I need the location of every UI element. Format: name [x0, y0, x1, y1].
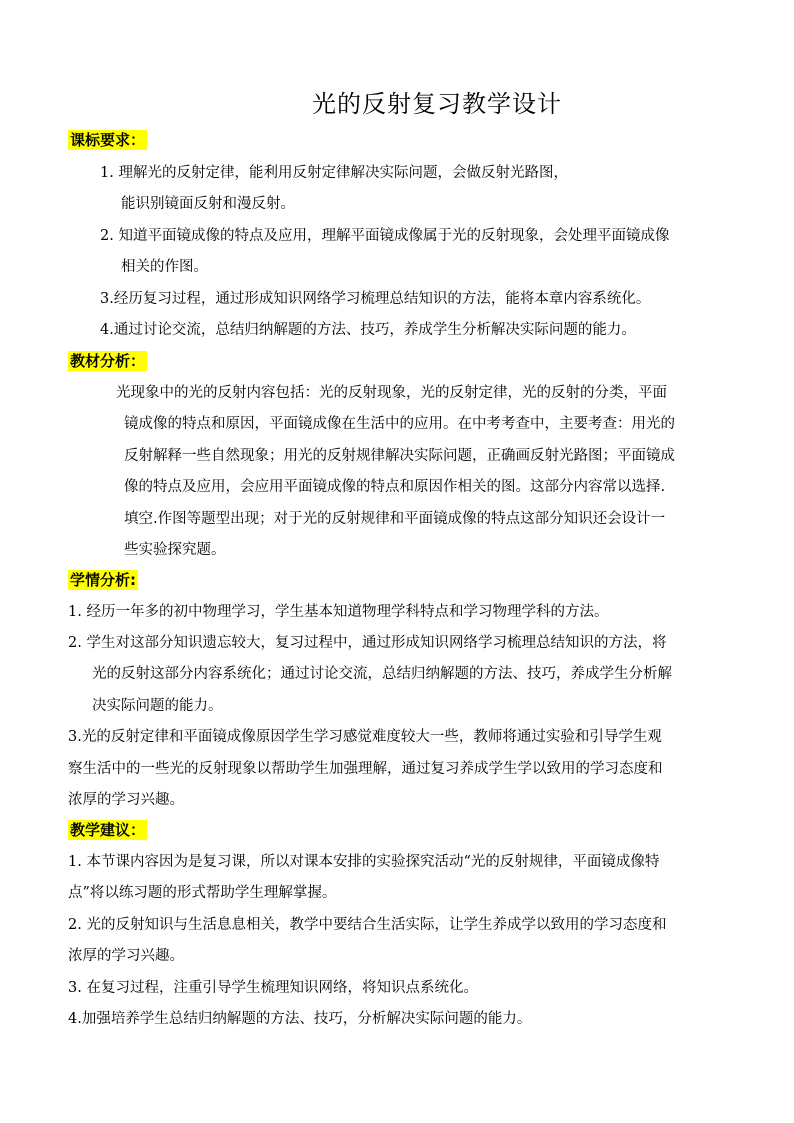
suggestions-line: 1. 本节课内容因为是复习课，所以对课本安排的实验探究活动“光的反射规律，平面镜成像特: [68, 854, 660, 870]
suggestions-line: 4.加强培养学生总结归纳解题的方法、技巧，分析解决实际问题的能力。: [68, 1011, 532, 1027]
curriculum-line: 1. 理解光的反射定律，能利用反射定律解决实际问题，会做反射光路图，: [100, 165, 568, 181]
suggestions-line: 点”将以练习题的形式帮助学生理解掌握。: [68, 885, 337, 901]
students-line: 浓厚的学习兴趣。: [68, 792, 184, 808]
suggestions-heading: 教学建议：: [70, 821, 146, 839]
students-line: 2. 学生对这部分知识遗忘较大，复习过程中，通过形成知识网络学习梳理总结知识的方法，将: [68, 635, 667, 651]
suggestions-line: 3. 在复习过程，注重引导学生梳理知识网络，将知识点系统化。: [68, 980, 478, 996]
textbook-line: 光现象中的光的反射内容包括：光的反射现象，光的反射定律，光的反射的分类，平面: [116, 385, 667, 401]
textbook-line: 像的特点及应用，会应用平面镜成像的特点和原因作相关的图。这部分内容常以选择.: [124, 479, 666, 495]
students-heading: 学情分析:: [70, 571, 136, 589]
curriculum-heading: 课标要求：: [70, 131, 146, 149]
textbook-line: 反射解释一些自然现象；用光的反射规律解决实际问题，正确画反射光路图；平面镜成: [124, 448, 675, 464]
students-line: 察生活中的一些光的反射现象以帮助学生加强理解，通过复习养成学生学以致用的学习态度和: [68, 761, 663, 777]
textbook-line: 填空.作图等题型出现；对于光的反射规律和平面镜成像的特点这部分知识还会设计一: [124, 511, 666, 527]
students-line: 光的反射这部分内容系统化；通过讨论交流，总结归纳解题的方法、技巧，养成学生分析解: [92, 666, 672, 682]
students-line: 1. 经历一年多的初中物理学习，学生基本知道物理学科特点和学习物理学科的方法。: [68, 604, 609, 620]
textbook-line: 些实验探究题。: [124, 542, 226, 558]
suggestions-line: 2. 光的反射知识与生活息息相关，教学中要结合生活实际，让学生养成学以致用的学习态度和: [68, 917, 667, 933]
document-title: 光的反射复习教学设计: [312, 90, 562, 118]
curriculum-line: 相关的作图。: [121, 259, 208, 275]
curriculum-line: 2. 知道平面镜成像的特点及应用，理解平面镜成像属于光的反射现象，会处理平面镜成像: [100, 228, 670, 244]
suggestions-line: 浓厚的学习兴趣。: [68, 948, 184, 964]
curriculum-line: 4.通过讨论交流，总结归纳解题的方法、技巧，养成学生分析解决实际问题的能力。: [100, 322, 636, 338]
textbook-heading: 教材分析：: [70, 352, 146, 370]
students-line: 决实际问题的能力。: [92, 698, 223, 714]
textbook-line: 镜成像的特点和原因，平面镜成像在生活中的应用。在中考考查中，主要考查：用光的: [124, 416, 675, 432]
curriculum-line: 能识别镜面反射和漫反射。: [121, 196, 295, 212]
curriculum-line: 3.经历复习过程，通过形成知识网络学习梳理总结知识的方法，能将本章内容系统化。: [100, 291, 651, 307]
students-line: 3.光的反射定律和平面镜成像原因学生学习感觉难度较大一些，教师将通过实验和引导学生观: [68, 729, 662, 745]
